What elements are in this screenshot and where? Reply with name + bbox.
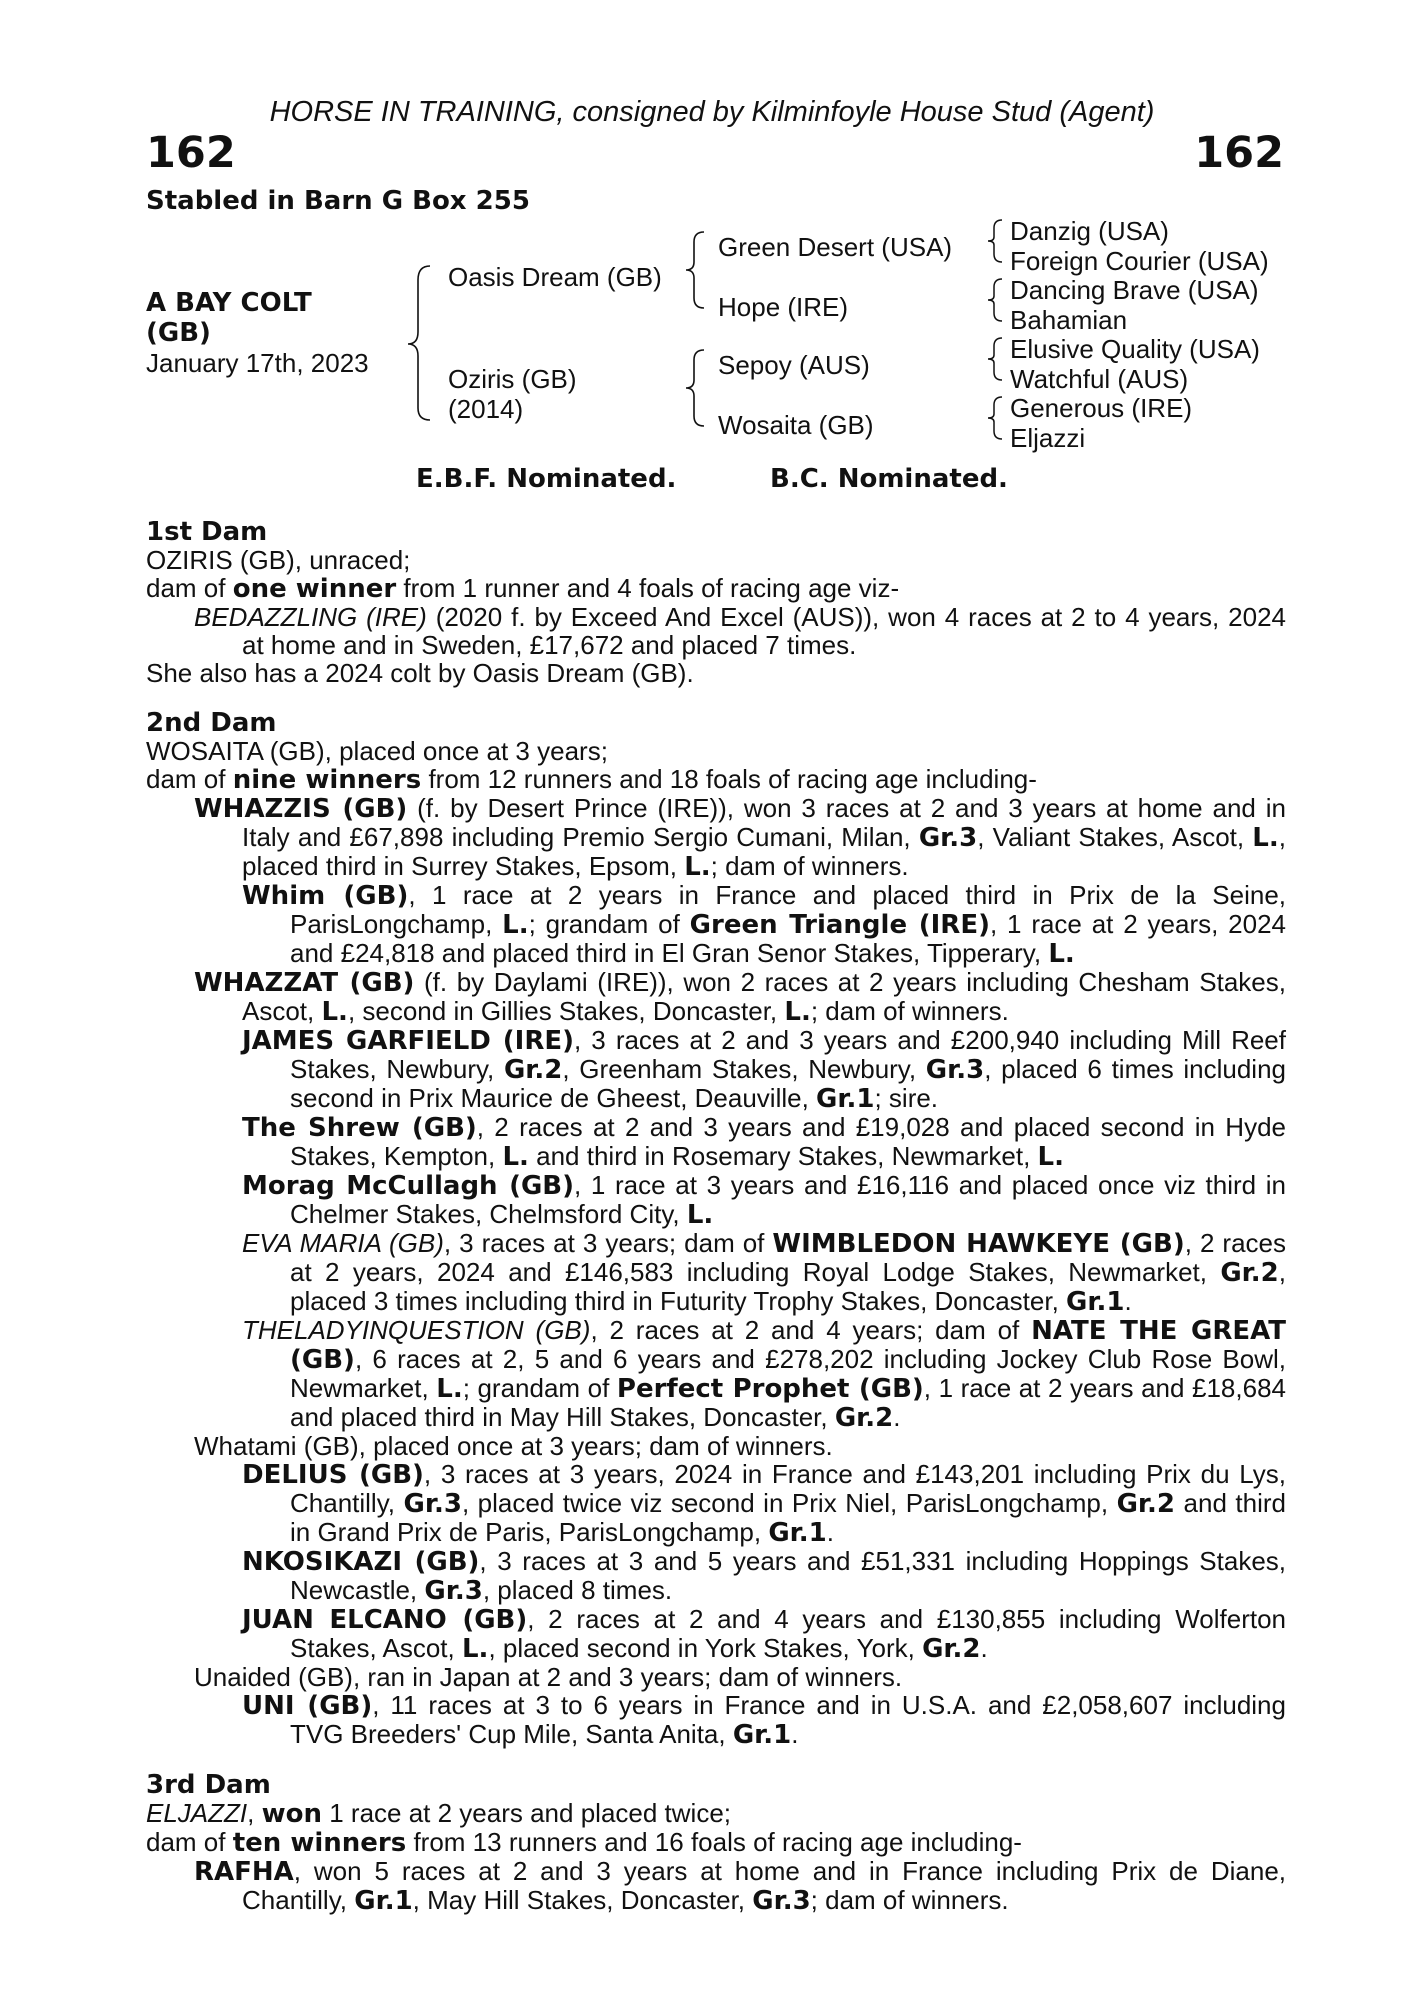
pedigree-dam-dam: Wosaita (GB) <box>718 410 874 440</box>
entry-nkosikazi: NKOSIKAZI (GB), 3 races at 3 and 5 years and £51,331 including Hoppings Stakes, Newcastle, Gr.3, placed 8 times. <box>242 1546 1287 1606</box>
third-dam-heading: 3rd Dam <box>146 1770 271 1800</box>
entry-rafha: RAFHA, won 5 races at 2 and 3 years at home and in France including Prix de Diane, Chantilly, Gr.1, May Hill Stakes, Doncaster, Gr.3; dam of winners. <box>194 1856 1286 1916</box>
bc-nominated: B.C. Nominated. <box>770 464 1008 494</box>
entry-whim: Whim (GB), 1 race at 2 years in France and placed third in Prix de la Seine, ParisLongchamp, L.; grandam of Green Triangle (IRE), 1 race at 2 years, 2024 and £24,818 and placed third in El Gran Senor Stakes, Tipperary, L. <box>242 880 1287 969</box>
third-dam-line: ELJAZZI, won 1 race at 2 years and placed twice; <box>146 1798 732 1829</box>
consignment-header: HORSE IN TRAINING, consigned by Kilminfoyle House Stud (Agent) <box>269 96 1155 128</box>
pedigree-sds: Dancing Brave (USA) <box>1010 275 1259 305</box>
pedigree-brace-ss <box>982 216 1008 266</box>
pedigree-brace-sire <box>680 226 712 314</box>
entry-james-garfield: JAMES GARFIELD (IRE), 3 races at 2 and 3 years and £200,940 including Mill Reef Stakes, Newbury, Gr.2, Greenham Stakes, Newbury, Gr.3, placed 6 times including second in Prix Maurice de Gheest, Deauville, Gr.1; sire. <box>242 1025 1287 1114</box>
pedigree-brace-dam <box>680 344 712 432</box>
horse-origin: (GB) <box>146 318 211 348</box>
pedigree-brace-sd <box>982 275 1008 325</box>
pedigree-sss: Danzig (USA) <box>1010 216 1169 246</box>
entry-eva-maria: EVA MARIA (GB), 3 races at 3 years; dam of WIMBLEDON HAWKEYE (GB), 2 races at 2 years, 2024 and £146,583 including Royal Lodge Stakes, Newmarket, Gr.2, placed 3 times including third in Futurity Trophy Stakes, Doncaster, Gr.1. <box>242 1228 1286 1317</box>
first-dam-produce: dam of one winner from 1 runner and 4 foals of racing age viz- <box>146 573 900 604</box>
pedigree-sire: Oasis Dream (GB) <box>448 262 662 292</box>
entry-whazzat: WHAZZAT (GB) (f. by Daylami (IRE)), won 2 races at 2 years including Chesham Stakes, Ascot, L., second in Gillies Stakes, Doncaster, L.; dam of winners. <box>194 967 1286 1027</box>
entry-theladyinquestion: THELADYINQUESTION (GB), 2 races at 2 and 4 years; dam of NATE THE GREAT (GB), 6 races at 2, 5 and 6 years and £278,202 including Jockey Club Rose Bowl, Newmarket, L.; grandam of Perfect Prophet (GB), 1 race at 2 years and £18,684 and placed third in May Hill Stakes, Doncaster, Gr.2. <box>242 1315 1286 1433</box>
entry-whazzis: WHAZZIS (GB) (f. by Desert Prince (IRE)), won 3 races at 2 and 3 years at home and in Italy and £67,898 including Premio Sergio Cumani, Milan, Gr.3, Valiant Stakes, Ascot, L., placed third in Surrey Stakes, Epsom, L.; dam of winners. <box>194 793 1286 882</box>
entry-delius: DELIUS (GB), 3 races at 3 years, 2024 in France and £143,201 including Prix du Lys, Chantilly, Gr.3, placed twice viz second in Prix Niel, ParisLongchamp, Gr.2 and third in Grand Prix de Paris, ParisLongchamp, Gr.1. <box>242 1459 1286 1548</box>
pedigree-dam-year: (2014) <box>448 394 524 424</box>
entry-juan-elcano: JUAN ELCANO (GB), 2 races at 2 and 4 years and £130,855 including Wolferton Stakes, Ascot, L., placed second in York Stakes, York, Gr.2. <box>242 1604 1286 1664</box>
catalogue-body <box>146 518 1286 1915</box>
pedigree-dss: Elusive Quality (USA) <box>1010 334 1260 364</box>
first-dam-heading: 1st Dam <box>146 517 268 547</box>
horse-name: A BAY COLT <box>146 288 312 318</box>
horse-dob: January 17th, 2023 <box>146 348 369 378</box>
entry-morag-mccullagh: Morag McCullagh (GB), 1 race at 3 years and £16,116 and placed once viz third in Chelmer Stakes, Chelmsford City, L. <box>242 1170 1287 1230</box>
ebf-nominated: E.B.F. Nominated. <box>416 464 677 494</box>
first-dam-note: She also has a 2024 colt by Oasis Dream (GB). <box>146 658 694 688</box>
pedigree-dsd: Watchful (AUS) <box>1010 364 1189 394</box>
stabled-location: Stabled in Barn G Box 255 <box>146 186 530 216</box>
pedigree-sire-sire: Green Desert (USA) <box>718 232 953 262</box>
entry-whatami: Whatami (GB), placed once at 3 years; dam of winners. <box>194 1431 833 1461</box>
first-dam-entry-bedazzling: BEDAZZLING (IRE) (2020 f. by Exceed And Excel (AUS)), won 4 races at 2 to 4 years, 2024 at home and in Sweden, £17,672 and placed 7 times. <box>194 602 1286 660</box>
entry-unaided: Unaided (GB), ran in Japan at 2 and 3 years; dam of winners. <box>194 1662 903 1692</box>
pedigree-brace-main <box>400 258 440 428</box>
pedigree-ssd: Foreign Courier (USA) <box>1010 246 1269 276</box>
pedigree-sire-dam: Hope (IRE) <box>718 292 849 322</box>
pedigree-ddd: Eljazzi <box>1010 423 1086 453</box>
pedigree-dam: Oziris (GB) <box>448 364 577 394</box>
pedigree-brace-dd <box>982 393 1008 443</box>
lot-number-right: 162 <box>1194 128 1284 178</box>
second-dam-heading: 2nd Dam <box>146 708 277 738</box>
pedigree-dds: Generous (IRE) <box>1010 393 1193 423</box>
entry-uni: UNI (GB), 11 races at 3 to 6 years in France and in U.S.A. and £2,058,607 including TVG Breeders' Cup Mile, Santa Anita, Gr.1. <box>242 1690 1286 1750</box>
lot-number-left: 162 <box>146 128 236 178</box>
pedigree-brace-ds <box>982 334 1008 384</box>
third-dam-produce: dam of ten winners from 13 runners and 16 foals of racing age including- <box>146 1827 1022 1858</box>
second-dam-line: WOSAITA (GB), placed once at 3 years; <box>146 736 608 766</box>
pedigree-dam-sire: Sepoy (AUS) <box>718 350 870 380</box>
entry-the-shrew: The Shrew (GB), 2 races at 2 and 3 years and £19,028 and placed second in Hyde Stakes, Kempton, L. and third in Rosemary Stakes, Newmarket, L. <box>242 1112 1286 1172</box>
second-dam-produce: dam of nine winners from 12 runners and 18 foals of racing age including- <box>146 764 1037 795</box>
pedigree-sdd: Bahamian <box>1010 305 1128 335</box>
first-dam-line: OZIRIS (GB), unraced; <box>146 545 411 575</box>
